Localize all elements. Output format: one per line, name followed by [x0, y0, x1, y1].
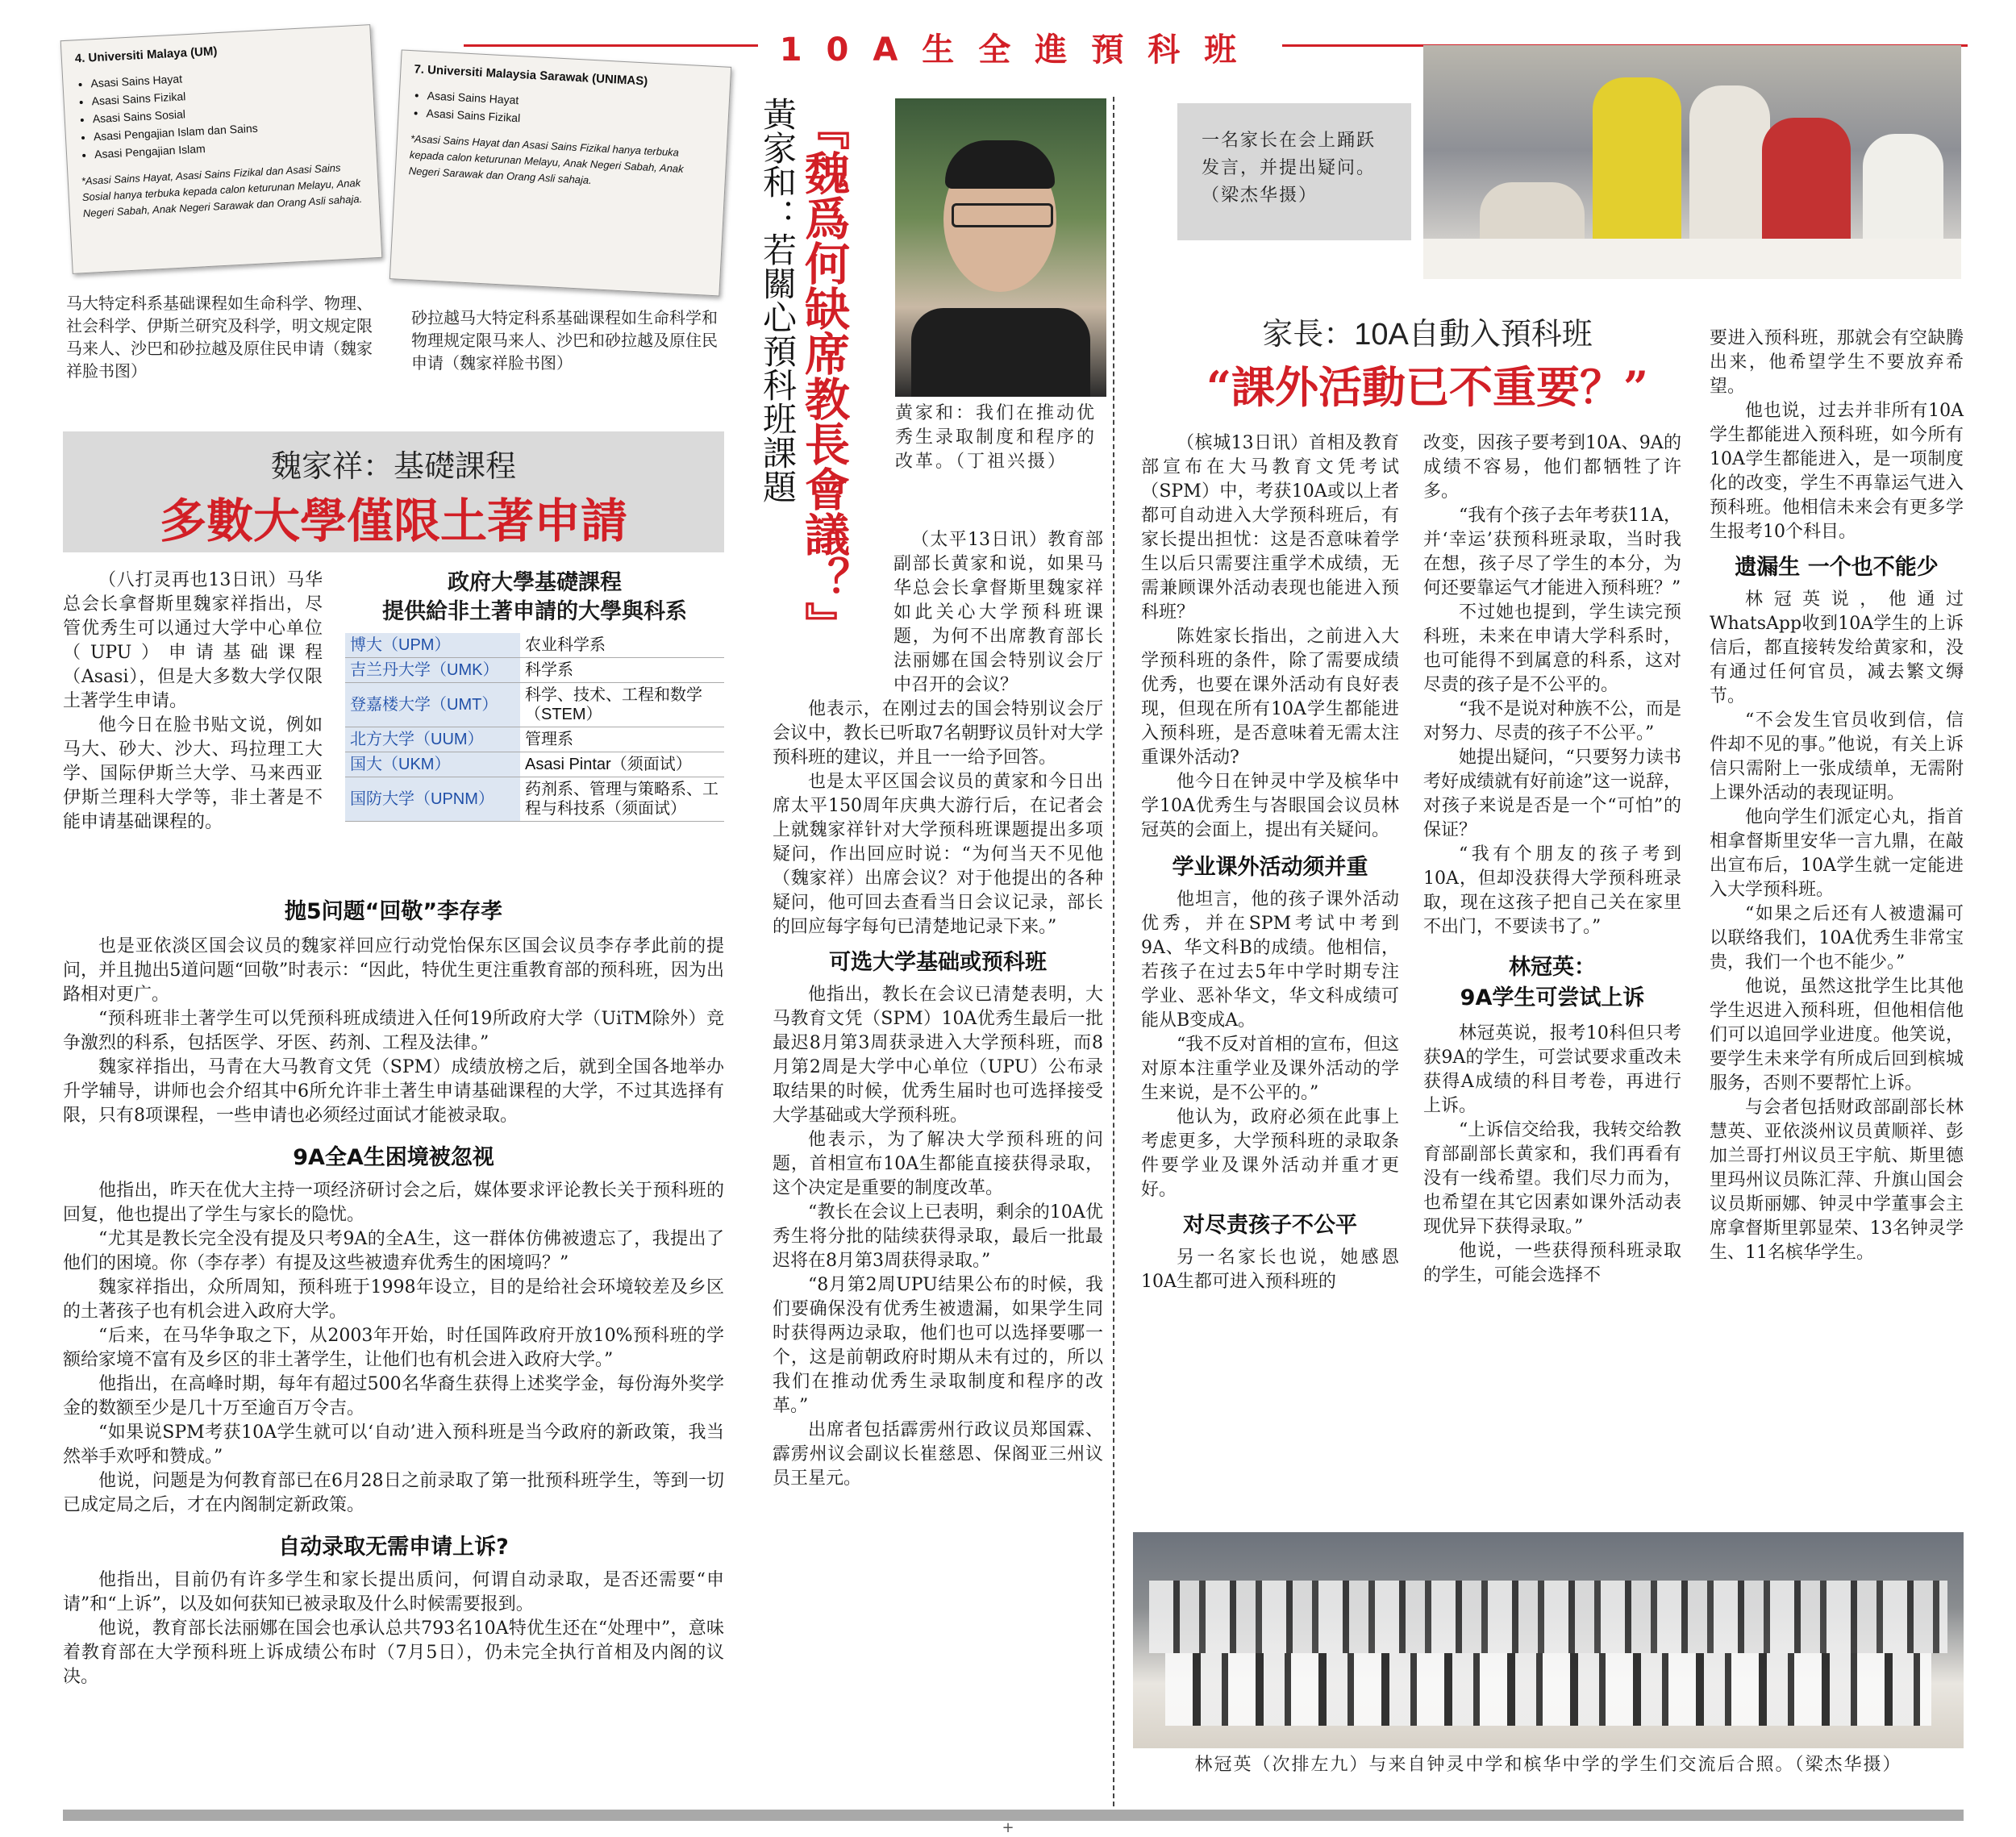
table-row [345, 633, 724, 658]
article3-column-3 [1710, 327, 1964, 1265]
table-row [345, 683, 724, 727]
um-card-item: • Asasi Sains Fizikal [91, 78, 360, 110]
article1-headline-band [63, 431, 724, 552]
registration-mark: + [1002, 1819, 1014, 1836]
parent-photo-caption: 一名家长在会上踊跃发言，并提出疑问。（梁杰华摄） [1202, 131, 1377, 206]
table-cell-course: Asasi Pintar（须面试） [520, 752, 724, 777]
paragraph: 他坦言，他的孩子课外活动优秀，并在SPM考试中考到9A、华文科B的成绩。他相信，若孩子在过去5年中学时期专注学业、恶补华文，华文科成绩可能从B变成A。 [1141, 889, 1399, 1031]
paragraph: 改变，因孩子要考到10A、9A的成绩不容易，他们都牺牲了许多。 [1423, 433, 1681, 502]
article1-headline: 多數大學僅限土著申請 [159, 494, 627, 548]
article2-vertical-kicker: 黃家和：若關心預科班課題 [758, 97, 798, 503]
table-cell-university: 北方大学（UUM） [345, 727, 520, 752]
unimas-course-card [389, 49, 731, 296]
portrait-shirt [911, 308, 1090, 397]
paragraph: 林冠英说，他通过WhatsApp收到10A学生的上诉信后，都直接转发给黄家和，没有通过任何官员，减去繁文缛节。 [1710, 589, 1964, 706]
paragraph: “尤其是教长完全没有提及只考9A的全A生，这一群体仿佛被遗忘了，我提出了他们的困境。你（李存孝）有提及这些被遗弃优秀生的困境吗？” [63, 1229, 724, 1273]
paragraph: 他今日在钟灵中学及槟华中学10A优秀生与峇眼国会议员林冠英的会面上，提出有关疑问。 [1141, 772, 1399, 840]
section-title: 10A生全進預科班 [779, 31, 1261, 69]
paragraph: “如果之后还有人被遗漏可以联络我们，10A优秀生非常宝贵，我们一个也不能少。” [1710, 904, 1964, 973]
article1-subhead-3: 自动录取无需申请上诉? [278, 1535, 509, 1560]
um-card-title: 4. Universiti Malaya (UM) [74, 44, 218, 66]
article3-headline: “課外活動已不重要？” [1206, 361, 1649, 413]
university-table [345, 633, 724, 822]
paragraph: “不会发生官员收到信，信件却不见的事。”他说，有关上诉信只需附上一张成绩单，无需附上课外活动的表现证明。 [1710, 710, 1964, 803]
portrait-hair [945, 140, 1055, 189]
um-card-item: • Asasi Pengajian Islam [94, 131, 364, 163]
table-row [345, 752, 724, 777]
table-cell-university: 国防大学（UPNM） [345, 777, 520, 822]
paragraph: 他认为，政府必须在此事上考虑更多，大学预科班的录取条件要学业及课外活动并重才更好。 [1141, 1107, 1399, 1200]
um-card-list [90, 60, 363, 163]
person [1689, 85, 1770, 239]
paragraph: “8月第2周UPU结果公布的时候，我们要确保没有优秀生被遗漏，如果学生同时获得两边录取，他们也可以选择要哪一个，这是前朝政府时期从未有过的，所以我们在推动优秀生录取制度和程序的改革。” [773, 1275, 1103, 1416]
um-card-item: • Asasi Sains Hayat [90, 60, 360, 92]
article3-column-1 [1141, 431, 1399, 1294]
wong-portrait-photo [895, 98, 1106, 397]
article3-kicker: 家長：10A自動入預科班 [1262, 318, 1593, 352]
paragraph: 他向学生们派定心丸，指首相拿督斯里安华一言九鼎，在敲出宣布后，10A学生就一定能进入大学预科班。 [1710, 807, 1964, 900]
paragraph: “预科班非土著学生可以凭预科班成绩进入任何19所政府大学（UiTM除外）竞争激烈的科系，包括医学、牙医、药剂、工程及法律。” [63, 1009, 724, 1053]
paragraph: 他指出，昨天在优大主持一项经济研讨会之后，媒体要求评论教长关于预科班的回复，他也提出了学生与家长的隐忧。 [63, 1181, 724, 1225]
table-cell-university: 吉兰丹大学（UMK） [345, 658, 520, 683]
article2-vertical-headline: 『魏爲何缺席教長會議？』 [798, 105, 851, 647]
article3-subhead-2: 对尽责孩子不公平 [1183, 1213, 1357, 1238]
paragraph: “如果说SPM考获10A学生就可以‘自动’进入预科班是当今政府的新政策，我当然举手欢呼和赞成。” [63, 1423, 724, 1467]
university-table-box [345, 569, 724, 822]
table-cell-course: 科学系 [520, 658, 724, 683]
paragraph: 她提出疑问，“只要努力读书考好成绩就有好前途”这一说辞，对孩子来说是否是一个“可怕”的保证？ [1423, 748, 1681, 840]
paragraph: 另一名家长也说，她感恩10A生都可进入预科班的 [1141, 1248, 1399, 1292]
paragraph: 他指出，在高峰时期，每年有超过500名华裔生获得上述奖学金，每份海外奖学金的数额至少是几十万至逾百万令吉。 [63, 1374, 724, 1418]
article1-body [63, 894, 724, 1689]
paragraph: 魏家祥指出，众所周知，预科班于1998年设立，目的是给社会环境较差及乡区的土著孩子也有机会进入政府大学。 [63, 1277, 724, 1322]
article3-subhead-3: 林冠英： 9A学生可尝试上诉 [1460, 955, 1645, 1010]
paragraph: 与会者包括财政部副部长林慧英、亚依淡州议员黄顺祥、彭加兰哥打州议员王宇航、斯里德里玛州议员陈汇萍、升旗山国会议员斯丽娜、钟灵中学董事会主席拿督斯里郭显荣、13名钟灵学生、11名槟华学生。 [1710, 1098, 1964, 1263]
paragraph: 他指出，目前仍有许多学生和家长提出质问，何谓自动录取，是否还需要“申请”和“上诉”，以及如何获知已被录取及什么时候需要报到。 [63, 1570, 724, 1614]
article2-body [773, 528, 1103, 1491]
paragraph: 也是亚依淡区国会议员的魏家祥回应行动党怡保东区国会议员李存孝此前的提问，并且抛出5道问题“回敬”时表示：“因此，特优生更注重教育部的预科班，因为出路相对更广。 [63, 936, 724, 1005]
portrait-glasses [952, 203, 1053, 227]
paragraph: 也是太平区国会议员的黄家和今日出席太平150周年庆典大游行后，在记者会上就魏家祥针对大学预科班课题提出多项疑问，作出回应时说：“为何当天不见他（魏家祥）出席会议？对于他提出的各种疑问，他可回去查看当日会议记录，部长的回应每字每句已清楚地记录下来。” [773, 772, 1103, 937]
um-course-card [60, 24, 383, 274]
paragraph: 他表示，为了解决大学预科班的问题，首相宣布10A生都能直接获得录取，这个决定是重要的制度改革。 [773, 1130, 1103, 1198]
paragraph: 他也说，过去并非所有10A学生都能进入预科班，如今所有10A学生都能进入，是一项制度化的改变，学生不再靠运气进入预科班。他相信未来会有更多学生报考10个科目。 [1710, 401, 1964, 542]
article1-kicker: 魏家祥：基礎課程 [270, 450, 516, 484]
unimas-card-note: *Asasi Sains Hayat dan Asasi Sains Fizikal hanya terbuka kepada calon keturunan Melayu, Anak Negeri Sabah, Anak Negeri Sarawak dan Orang Asli sahaja. [408, 132, 685, 187]
paragraph: 林冠英说，报考10科但只考获9A的学生，可尝试要求重改未获得A成绩的科目考卷，再进行上诉。 [1423, 1023, 1681, 1116]
um-card-item: • Asasi Pengajian Islam dan Sains [93, 114, 362, 145]
paragraph: （槟城13日讯）首相及教育部宣布在大马教育文凭考试（SPM）中，考获10A或以上者都可自动进入大学预科班后，有家长提出担忧：这是否意味着学生以后只需要注重学术成绩，无需兼顾课外活动表现也能进入预科班？ [1141, 433, 1399, 623]
group-row-back [1149, 1581, 1947, 1653]
paragraph: “后来，在马华争取之下，从2003年开始，时任国阵政府开放10%预科班的学额给家境不富有及乡区的非土著学生，让他们也有机会进入政府大学。” [63, 1326, 724, 1370]
paragraph: 他说，一些获得预科班录取的学生，可能会选择不 [1423, 1241, 1681, 1285]
table-row [345, 777, 724, 822]
parent-caption-box [1177, 103, 1411, 240]
paragraph: “教长在会议上已表明，剩余的10A优秀生将分批的陆续获得录取，最后一批最迟将在8月第3周获得录取。” [773, 1202, 1103, 1271]
university-table-title: 政府大學基礎課程 提供給非土著申請的大學與科系 [382, 570, 687, 624]
table-cell-course: 科学、技术、工程和数学（STEM） [520, 683, 724, 727]
group-photo-caption: 林冠英（次排左九）与来自钟灵中学和槟华中学的学生们交流后合照。（梁杰华摄） [1194, 1755, 1902, 1775]
table-cell-university: 国大（UKM） [345, 752, 520, 777]
table-cell-course: 农业科学系 [520, 633, 724, 658]
paragraph: 他今日在脸书贴文说，例如马大、砂大、沙大、玛拉理工大学、国际伊斯兰大学、马来西亚伊斯兰理科大学等，非土著是不能申请基础课程的。 [63, 715, 323, 832]
article3-subhead-4: 遗漏生 一个也不能少 [1735, 555, 1939, 580]
paragraph: 他说，教育部长法丽娜在国会也承认总共793名10A特优生还在“处理中”，意味着教育部在大学预科班上诉成绩公布时（7月5日），仍未完全执行首相及内阁的议决。 [63, 1618, 724, 1687]
unimas-card-caption: 砂拉越马大特定科系基础课程如生命科学和物理规定限马来人、沙巴和砂拉越及原住民申请（魏家祥脸书图） [411, 308, 718, 373]
person [1593, 77, 1681, 239]
table-surface [1423, 239, 1961, 279]
article1-subhead-2: 9A全A生困境被忽视 [293, 1145, 494, 1170]
article2-subhead: 可选大学基础或预科班 [829, 950, 1047, 975]
paragraph: 魏家祥指出，马青在大马教育文凭（SPM）成绩放榜之后，就到全国各地举办升学辅导，讲师也会介绍其中6所允许非土著生申请基础课程的大学，不过其选择有限，只有8项课程，一些申请也必须经过面试才能被录取。 [63, 1057, 724, 1126]
paragraph: “我有个孩子去年考获11A，并‘幸运’获预科班录取，当时我在想，孩子尽了学生的本分，为何还要靠运气才能进入预科班？” [1423, 506, 1681, 598]
article3-subhead-1: 学业课外活动须并重 [1172, 855, 1368, 880]
paragraph: 出席者包括霹雳州行政议员郑国霖、霹雳州议会副议长崔慈恩、保阁亚三州议员王星元。 [773, 1420, 1103, 1489]
unimas-card-title: 7. Universiti Malaysia Sarawak (UNIMAS) [414, 62, 648, 89]
paragraph: （太平13日讯）教育部副部长黄家和说，如果马华总会长拿督斯里魏家祥如此关心大学预科班课题，为何不出席教育部长法丽娜在国会特别议会厅中召开的会议？ [893, 530, 1103, 695]
um-card-item: • Asasi Sains Sosial [92, 96, 361, 127]
group-photo [1133, 1532, 1964, 1748]
paragraph: “上诉信交给我，我转交给教育部副部长黄家和，我们再看有没有一线希望。我们尽力而为，也希望在其它因素如课外活动表现优异下获得录取。” [1423, 1120, 1681, 1237]
table-cell-university: 博大（UPM） [345, 633, 520, 658]
paragraph: “我有个朋友的孩子考到10A，但却没获得大学预科班录取，现在这孩子把自己关在家里不出门，不要读书了。” [1423, 844, 1681, 937]
header-rule-left [464, 44, 758, 47]
table-cell-course: 管理系 [520, 727, 724, 752]
paragraph: “我不反对首相的宣布，但这对原本注重学业及课外活动的学生来说，是不公平的。” [1141, 1035, 1399, 1103]
paragraph: 他说，虽然这批学生比其他学生迟进入预科班，但他相信他们可以追回学业进度。他笑说，要学生未来学有所成后回到槟城服务，否则不要帮忙上诉。 [1710, 977, 1964, 1093]
paragraph: 他表示，在刚过去的国会特别议会厅会议中，教长已听取7名朝野议员针对大学预科班的建议，并且一一给予回答。 [773, 699, 1103, 768]
table-row [345, 658, 724, 683]
paragraph: 他说，问题是为何教育部已在6月28日之前录取了第一批预科班学生，等到一切已成定局之后，才在内阁制定新政策。 [63, 1471, 724, 1515]
article1-intro [63, 569, 323, 835]
table-cell-course: 药剂系、管理与策略系、工程与科技系（须面试） [520, 777, 724, 822]
group-row-front [1165, 1653, 1931, 1726]
paragraph: 他指出，教长在会议已清楚表明，大马教育文凭（SPM）10A优秀生最后一批最迟8月第3周获录进入大学预科班，而8月第2周是大学中心单位（UPU）公布录取结果的时候，优秀生届时也可选择接受大学基础或大学预科班。 [773, 985, 1103, 1126]
table-row [345, 727, 724, 752]
paragraph: “我不是说对种族不公，而是对努力、尽责的孩子不公平。” [1423, 699, 1681, 744]
article1-subhead-1: 抛5问题“回敬”李存孝 [284, 899, 503, 924]
unimas-card-item: • Asasi Sains Fizikal [426, 104, 715, 137]
paragraph: （八打灵再也13日讯）马华总会长拿督斯里魏家祥指出，尽管优秀生可以通过大学中心单位（UPU）申请基础课程（Asasi），但是大多数大学仅限土著学生申请。 [63, 570, 323, 711]
table-cell-university: 登嘉楼大学（UMT） [345, 683, 520, 727]
um-card-caption: 马大特定科系基础课程如生命科学、物理、社会科学、伊斯兰研究及科学，明文规定限马来人、沙巴和砂拉越及原住民申请（魏家祥脸书图） [66, 294, 373, 381]
column-divider [1113, 97, 1114, 1806]
parent-meeting-photo [1423, 45, 1961, 279]
paragraph: 陈姓家长指出，之前进入大学预科班的条件，除了需要成绩优秀，也要在课外活动有良好表现，但现在所有10A学生都能进入预科班，是否意味着无需太注重课外活动? [1141, 627, 1399, 768]
unimas-card-item: • Asasi Sains Hayat [427, 86, 716, 119]
article3-column-2 [1423, 431, 1681, 1288]
wong-photo-caption: 黄家和：我们在推动优秀生录取制度和程序的改革。（丁祖兴摄） [895, 403, 1098, 472]
paragraph: 不过她也提到，学生读完预科班，未来在申请大学科系时，也可能得不到属意的科系，这对尽责的孩子是不公平的。 [1423, 602, 1681, 695]
unimas-card-list [426, 86, 716, 137]
um-card-note: *Asasi Sains Hayat, Asasi Sains Fizikal dan Asasi Sains Sosial hanya terbuka kepada calon keturunan Melayu, Anak Negeri Sabah, Anak Negeri Sarawak dan Orang Asli sahaja. [81, 161, 363, 220]
paragraph: 要进入预科班，那就会有空缺腾出来，他希望学生不要放弃希望。 [1710, 328, 1964, 397]
